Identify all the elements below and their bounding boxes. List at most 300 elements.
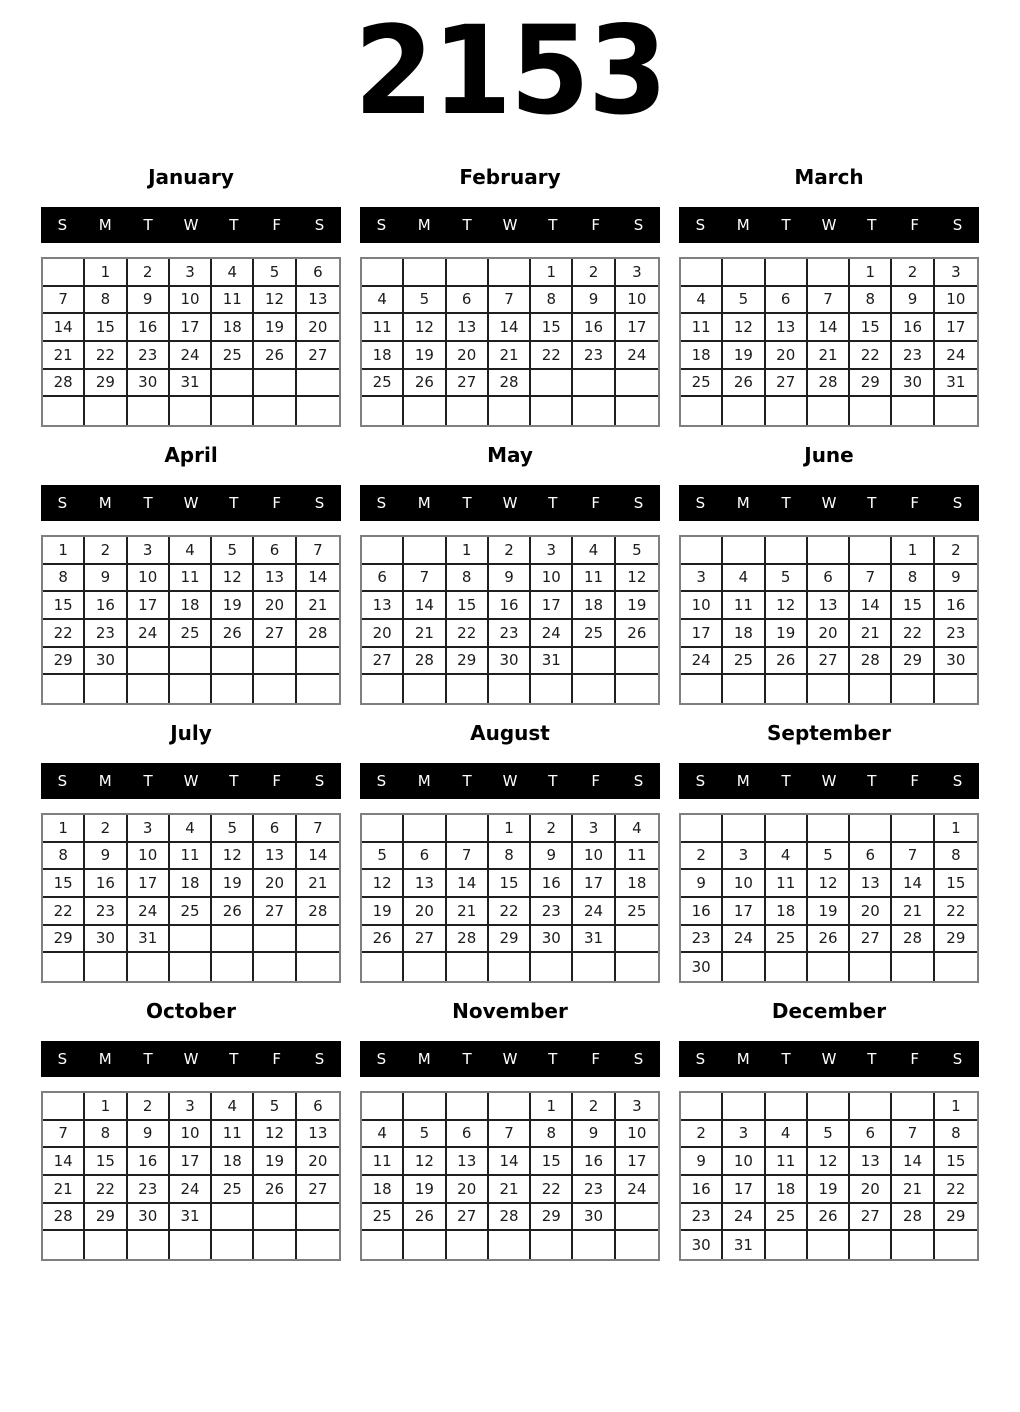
day-cell: 11 (766, 1148, 808, 1176)
day-cell: 4 (573, 537, 615, 565)
weekday-label: M (736, 216, 750, 234)
day-cell-empty (616, 370, 658, 398)
day-cell-empty (254, 397, 296, 425)
day-cell-empty (489, 397, 531, 425)
day-cell: 30 (681, 1231, 723, 1259)
weekday-label: M (98, 216, 112, 234)
day-cell: 21 (892, 898, 934, 926)
day-cell-empty (531, 370, 573, 398)
day-cell-empty (766, 397, 808, 425)
day-cell: 16 (128, 314, 170, 342)
day-cell-empty (808, 953, 850, 981)
day-cell: 10 (128, 565, 170, 593)
day-cell: 7 (43, 287, 85, 315)
day-cell: 29 (489, 926, 531, 954)
day-cell: 20 (254, 592, 296, 620)
day-cell: 16 (681, 1176, 723, 1204)
day-cell-empty (681, 815, 723, 843)
day-cell-empty (170, 675, 212, 703)
month-day-grid (679, 1091, 979, 1261)
weekday-label: S (633, 1050, 644, 1068)
day-cell-empty (616, 397, 658, 425)
day-cell-empty (447, 259, 489, 287)
day-cell: 21 (404, 620, 446, 648)
weekday-label: S (633, 494, 644, 512)
weekday-label: S (952, 772, 963, 790)
weekday-label: T (229, 772, 239, 790)
day-cell-empty (573, 1231, 615, 1259)
month-title: December (771, 999, 887, 1023)
day-cell-empty (573, 675, 615, 703)
day-cell: 29 (892, 648, 934, 676)
day-cell: 16 (892, 314, 934, 342)
day-cell: 13 (850, 1148, 892, 1176)
weekday-label: M (736, 494, 750, 512)
day-cell: 2 (681, 843, 723, 871)
day-cell: 8 (935, 1121, 977, 1149)
day-cell: 19 (766, 620, 808, 648)
day-cell: 22 (531, 342, 573, 370)
day-cell-empty (254, 953, 296, 981)
day-cell-empty (531, 1231, 573, 1259)
day-cell-empty (723, 259, 765, 287)
day-cell: 13 (254, 565, 296, 593)
day-cell: 15 (43, 592, 85, 620)
day-cell: 27 (766, 370, 808, 398)
day-cell: 22 (43, 620, 85, 648)
day-cell: 14 (892, 1148, 934, 1176)
day-cell: 21 (892, 1176, 934, 1204)
day-cell: 5 (212, 815, 254, 843)
day-cell-empty (850, 953, 892, 981)
weekday-label: S (314, 216, 325, 234)
day-cell-empty (362, 1231, 404, 1259)
weekday-label: W (502, 494, 518, 512)
day-cell-empty (892, 1093, 934, 1121)
day-cell-empty (681, 397, 723, 425)
weekday-label: T (143, 1050, 153, 1068)
month-day-grid (679, 257, 979, 427)
day-cell-empty (85, 1231, 127, 1259)
day-cell-empty (723, 815, 765, 843)
day-cell: 7 (808, 287, 850, 315)
day-cell-empty (681, 1093, 723, 1121)
month-title: September (767, 721, 891, 745)
day-cell: 27 (404, 926, 446, 954)
day-cell: 6 (850, 1121, 892, 1149)
day-cell: 29 (43, 648, 85, 676)
day-cell-empty (85, 953, 127, 981)
day-cell-empty (616, 675, 658, 703)
day-cell: 22 (531, 1176, 573, 1204)
day-cell: 6 (766, 287, 808, 315)
day-cell: 16 (85, 870, 127, 898)
day-cell: 4 (681, 287, 723, 315)
day-cell-empty (766, 259, 808, 287)
weekday-label: T (229, 216, 239, 234)
day-cell: 27 (850, 1204, 892, 1232)
weekday-label: S (695, 1050, 706, 1068)
month-day-grid (41, 257, 341, 427)
weekday-label: S (314, 494, 325, 512)
day-cell: 9 (573, 1121, 615, 1149)
day-cell: 19 (254, 314, 296, 342)
day-cell-empty (128, 648, 170, 676)
weekday-label: S (314, 772, 325, 790)
weekday-label: T (867, 216, 877, 234)
day-cell: 2 (128, 259, 170, 287)
weekday-header (41, 1041, 341, 1077)
day-cell-empty (681, 259, 723, 287)
day-cell: 12 (723, 314, 765, 342)
day-cell: 1 (531, 259, 573, 287)
day-cell: 23 (573, 1176, 615, 1204)
months-grid (41, 165, 979, 1261)
day-cell: 2 (128, 1093, 170, 1121)
weekday-label: F (591, 216, 601, 234)
weekday-label: T (462, 772, 472, 790)
day-cell: 25 (212, 1176, 254, 1204)
day-cell-empty (254, 926, 296, 954)
day-cell: 27 (447, 1204, 489, 1232)
weekday-label: F (272, 772, 282, 790)
day-cell: 25 (616, 898, 658, 926)
day-cell: 23 (531, 898, 573, 926)
day-cell: 20 (362, 620, 404, 648)
day-cell: 25 (766, 1204, 808, 1232)
weekday-label: W (183, 216, 199, 234)
day-cell-empty (254, 370, 296, 398)
day-cell: 15 (850, 314, 892, 342)
day-cell: 16 (681, 898, 723, 926)
day-cell: 26 (254, 1176, 296, 1204)
day-cell-empty (447, 953, 489, 981)
day-cell: 1 (489, 815, 531, 843)
day-cell: 25 (362, 370, 404, 398)
day-cell: 12 (254, 287, 296, 315)
day-cell-empty (297, 1204, 339, 1232)
day-cell: 19 (212, 870, 254, 898)
day-cell: 4 (170, 537, 212, 565)
day-cell: 3 (616, 1093, 658, 1121)
day-cell: 23 (681, 1204, 723, 1232)
weekday-label: T (548, 772, 558, 790)
day-cell: 28 (404, 648, 446, 676)
month-title: October (146, 999, 236, 1023)
month-title: March (794, 165, 864, 189)
day-cell: 22 (85, 1176, 127, 1204)
day-cell: 14 (808, 314, 850, 342)
day-cell: 15 (43, 870, 85, 898)
day-cell: 4 (362, 287, 404, 315)
day-cell: 7 (297, 537, 339, 565)
day-cell: 15 (892, 592, 934, 620)
day-cell: 22 (892, 620, 934, 648)
day-cell-empty (404, 1093, 446, 1121)
weekday-label: S (952, 1050, 963, 1068)
day-cell: 6 (362, 565, 404, 593)
day-cell: 20 (850, 898, 892, 926)
day-cell-empty (362, 675, 404, 703)
weekday-label: F (910, 1050, 920, 1068)
day-cell: 3 (531, 537, 573, 565)
month-february (360, 165, 660, 427)
day-cell: 12 (362, 870, 404, 898)
day-cell: 1 (43, 537, 85, 565)
day-cell-empty (892, 1231, 934, 1259)
day-cell-empty (531, 953, 573, 981)
weekday-label: M (736, 1050, 750, 1068)
day-cell-empty (43, 259, 85, 287)
weekday-label: T (548, 1050, 558, 1068)
day-cell: 25 (723, 648, 765, 676)
day-cell: 9 (531, 843, 573, 871)
day-cell-empty (766, 953, 808, 981)
day-cell: 10 (170, 287, 212, 315)
day-cell-empty (850, 1231, 892, 1259)
day-cell: 23 (85, 620, 127, 648)
weekday-label: W (183, 1050, 199, 1068)
day-cell: 16 (935, 592, 977, 620)
day-cell: 8 (447, 565, 489, 593)
day-cell-empty (128, 675, 170, 703)
month-day-grid (360, 257, 660, 427)
day-cell: 30 (681, 953, 723, 981)
day-cell: 31 (170, 370, 212, 398)
day-cell: 11 (723, 592, 765, 620)
day-cell-empty (212, 370, 254, 398)
day-cell: 17 (616, 1148, 658, 1176)
day-cell: 16 (128, 1148, 170, 1176)
month-june (679, 443, 979, 705)
day-cell: 24 (935, 342, 977, 370)
day-cell: 6 (808, 565, 850, 593)
day-cell: 14 (850, 592, 892, 620)
day-cell: 7 (404, 565, 446, 593)
day-cell-empty (447, 675, 489, 703)
day-cell: 15 (85, 1148, 127, 1176)
day-cell: 12 (766, 592, 808, 620)
day-cell: 8 (531, 1121, 573, 1149)
day-cell: 17 (170, 314, 212, 342)
day-cell: 20 (447, 1176, 489, 1204)
day-cell-empty (935, 1231, 977, 1259)
weekday-header (360, 485, 660, 521)
day-cell: 11 (212, 287, 254, 315)
day-cell: 17 (573, 870, 615, 898)
day-cell: 11 (362, 314, 404, 342)
day-cell-empty (447, 1093, 489, 1121)
month-day-grid (679, 813, 979, 983)
day-cell-empty (850, 675, 892, 703)
weekday-label: S (57, 494, 68, 512)
day-cell: 13 (808, 592, 850, 620)
day-cell: 26 (616, 620, 658, 648)
day-cell: 15 (531, 314, 573, 342)
day-cell: 28 (43, 370, 85, 398)
day-cell-empty (212, 675, 254, 703)
day-cell: 29 (85, 1204, 127, 1232)
day-cell-empty (808, 397, 850, 425)
day-cell-empty (43, 1231, 85, 1259)
weekday-header (679, 485, 979, 521)
day-cell: 1 (531, 1093, 573, 1121)
day-cell: 3 (723, 1121, 765, 1149)
weekday-label: T (781, 494, 791, 512)
month-day-grid (360, 535, 660, 705)
day-cell: 6 (297, 259, 339, 287)
day-cell: 3 (128, 537, 170, 565)
day-cell: 15 (489, 870, 531, 898)
weekday-label: T (867, 1050, 877, 1068)
weekday-label: S (695, 494, 706, 512)
day-cell: 20 (850, 1176, 892, 1204)
day-cell: 9 (681, 1148, 723, 1176)
day-cell-empty (935, 953, 977, 981)
day-cell: 19 (362, 898, 404, 926)
day-cell-empty (404, 537, 446, 565)
day-cell: 28 (447, 926, 489, 954)
day-cell: 1 (85, 259, 127, 287)
weekday-label: M (98, 494, 112, 512)
month-day-grid (679, 535, 979, 705)
day-cell: 4 (362, 1121, 404, 1149)
day-cell-empty (404, 815, 446, 843)
day-cell: 30 (935, 648, 977, 676)
day-cell: 26 (808, 926, 850, 954)
day-cell-empty (573, 397, 615, 425)
weekday-label: F (591, 772, 601, 790)
day-cell: 3 (935, 259, 977, 287)
weekday-label: M (98, 772, 112, 790)
day-cell-empty (297, 953, 339, 981)
day-cell: 12 (808, 1148, 850, 1176)
day-cell: 20 (766, 342, 808, 370)
day-cell: 11 (362, 1148, 404, 1176)
day-cell: 16 (531, 870, 573, 898)
day-cell: 3 (616, 259, 658, 287)
day-cell: 16 (573, 314, 615, 342)
month-day-grid (41, 535, 341, 705)
month-day-grid (360, 1091, 660, 1261)
day-cell: 31 (531, 648, 573, 676)
day-cell: 17 (681, 620, 723, 648)
day-cell: 11 (681, 314, 723, 342)
day-cell: 5 (723, 287, 765, 315)
day-cell: 8 (850, 287, 892, 315)
day-cell: 3 (128, 815, 170, 843)
day-cell-empty (170, 648, 212, 676)
day-cell: 27 (297, 1176, 339, 1204)
day-cell: 28 (489, 370, 531, 398)
day-cell-empty (766, 1093, 808, 1121)
weekday-label: T (781, 772, 791, 790)
day-cell: 24 (723, 1204, 765, 1232)
weekday-label: F (591, 494, 601, 512)
weekday-label: S (952, 216, 963, 234)
weekday-label: T (462, 216, 472, 234)
weekday-label: F (272, 1050, 282, 1068)
day-cell: 27 (850, 926, 892, 954)
day-cell: 29 (43, 926, 85, 954)
weekday-label: F (591, 1050, 601, 1068)
day-cell: 14 (297, 565, 339, 593)
day-cell-empty (212, 926, 254, 954)
weekday-header (41, 207, 341, 243)
day-cell: 13 (297, 287, 339, 315)
day-cell: 24 (531, 620, 573, 648)
day-cell: 25 (170, 620, 212, 648)
day-cell: 16 (489, 592, 531, 620)
day-cell: 5 (616, 537, 658, 565)
day-cell: 3 (681, 565, 723, 593)
weekday-label: T (867, 494, 877, 512)
weekday-label: T (781, 1050, 791, 1068)
day-cell: 29 (531, 1204, 573, 1232)
day-cell: 17 (128, 592, 170, 620)
day-cell-empty (297, 370, 339, 398)
day-cell: 21 (43, 342, 85, 370)
day-cell: 22 (447, 620, 489, 648)
day-cell: 26 (404, 1204, 446, 1232)
weekday-header (679, 763, 979, 799)
day-cell: 6 (447, 1121, 489, 1149)
day-cell: 5 (212, 537, 254, 565)
day-cell: 21 (297, 870, 339, 898)
day-cell: 18 (212, 1148, 254, 1176)
day-cell: 26 (404, 370, 446, 398)
month-september (679, 721, 979, 983)
day-cell-empty (616, 648, 658, 676)
day-cell-empty (616, 926, 658, 954)
day-cell-empty (573, 648, 615, 676)
day-cell-empty (489, 675, 531, 703)
month-day-grid (360, 813, 660, 983)
day-cell: 6 (850, 843, 892, 871)
weekday-label: S (633, 216, 644, 234)
day-cell-empty (808, 815, 850, 843)
day-cell: 24 (128, 898, 170, 926)
day-cell: 18 (362, 1176, 404, 1204)
day-cell: 17 (723, 898, 765, 926)
day-cell: 12 (254, 1121, 296, 1149)
day-cell: 21 (489, 342, 531, 370)
day-cell-empty (43, 397, 85, 425)
day-cell-empty (723, 953, 765, 981)
weekday-label: T (229, 494, 239, 512)
day-cell-empty (404, 397, 446, 425)
day-cell: 10 (616, 287, 658, 315)
day-cell: 29 (935, 926, 977, 954)
day-cell: 7 (489, 287, 531, 315)
day-cell: 30 (531, 926, 573, 954)
day-cell: 23 (681, 926, 723, 954)
weekday-label: W (183, 494, 199, 512)
day-cell: 7 (297, 815, 339, 843)
day-cell: 9 (935, 565, 977, 593)
day-cell: 30 (892, 370, 934, 398)
day-cell-empty (212, 1204, 254, 1232)
day-cell-empty (616, 1204, 658, 1232)
weekday-label: S (57, 216, 68, 234)
day-cell: 18 (170, 592, 212, 620)
day-cell: 20 (254, 870, 296, 898)
day-cell: 17 (935, 314, 977, 342)
weekday-label: M (736, 772, 750, 790)
day-cell: 19 (404, 342, 446, 370)
day-cell-empty (254, 1231, 296, 1259)
day-cell-empty (489, 1093, 531, 1121)
